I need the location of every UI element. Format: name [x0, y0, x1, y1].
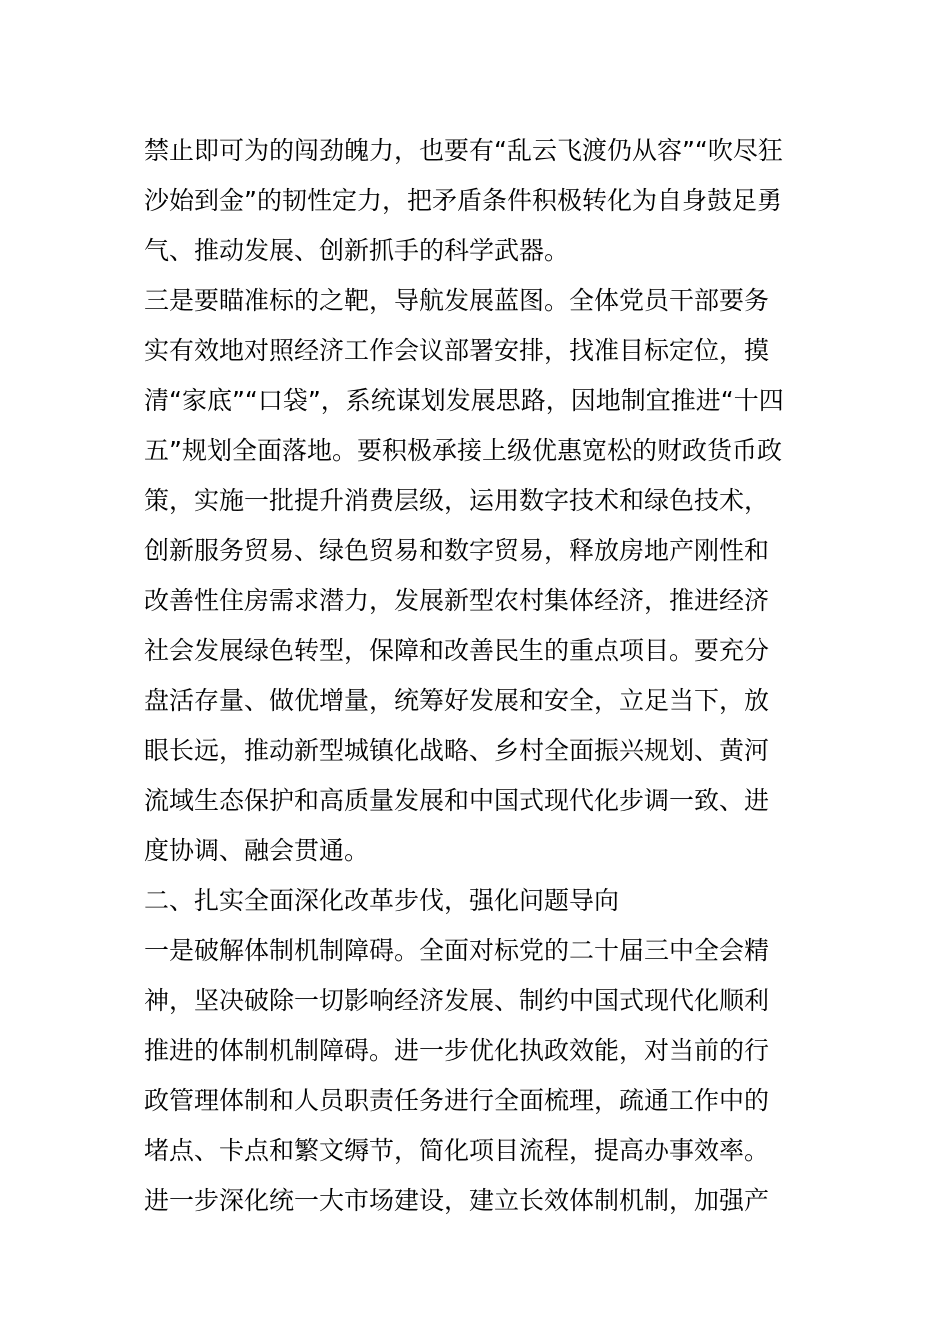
text-line: 神，坚决破除一切影响经济发展、制约中国式现代化顺利: [144, 986, 770, 1015]
text-line: 五”规划全面落地。要积极承接上级优惠宽松的财政货币政: [144, 436, 782, 465]
text-line: 推进的体制机制障碍。进一步优化执政效能，对当前的行: [144, 1036, 770, 1065]
text-line: 三是要瞄准标的之靶，导航发展蓝图。全体党员干部要务: [144, 286, 770, 315]
text-line: 盘活存量、做优增量，统筹好发展和安全，立足当下，放: [144, 686, 770, 715]
text-line: 堵点、卡点和繁文缛节，简化项目流程，提高办事效率。: [144, 1136, 770, 1165]
text-line: 沙始到金”的韧性定力，把矛盾条件积极转化为自身鼓足勇: [144, 186, 782, 215]
text-line: 气、推动发展、创新抓手的科学武器。: [144, 236, 570, 265]
text-line: 进一步深化统一大市场建设，建立长效体制机制，加强产: [144, 1186, 770, 1215]
text-line: 禁止即可为的闯劲魄力，也要有“乱云飞渡仍从容”“吹尽狂: [144, 136, 783, 165]
section-heading: 二、扎实全面深化改革步伐，强化问题导向: [144, 886, 620, 915]
text-line: 流域生态保护和高质量发展和中国式现代化步调一致、进: [144, 786, 770, 815]
text-line: 眼长远，推动新型城镇化战略、乡村全面振兴规划、黄河: [144, 736, 770, 765]
text-line: 实有效地对照经济工作会议部署安排，找准目标定位，摸: [144, 336, 770, 365]
text-line: 清“家底”“口袋”，系统谋划发展思路，因地制宜推进“十四: [144, 386, 784, 415]
text-line: 度协调、融会贯通。: [144, 836, 370, 865]
text-line: 创新服务贸易、绿色贸易和数字贸易，释放房地产刚性和: [144, 536, 770, 565]
text-line: 改善性住房需求潜力，发展新型农村集体经济，推进经济: [144, 586, 770, 615]
text-line: 策，实施一批提升消费层级，运用数字技术和绿色技术，: [144, 486, 770, 515]
text-line: 社会发展绿色转型，保障和改善民生的重点项目。要充分: [144, 636, 770, 665]
text-line: 一是破解体制机制障碍。全面对标党的二十届三中全会精: [144, 936, 770, 965]
text-line: 政管理体制和人员职责任务进行全面梳理，疏通工作中的: [144, 1086, 770, 1115]
document-body: [144, 126, 812, 1226]
